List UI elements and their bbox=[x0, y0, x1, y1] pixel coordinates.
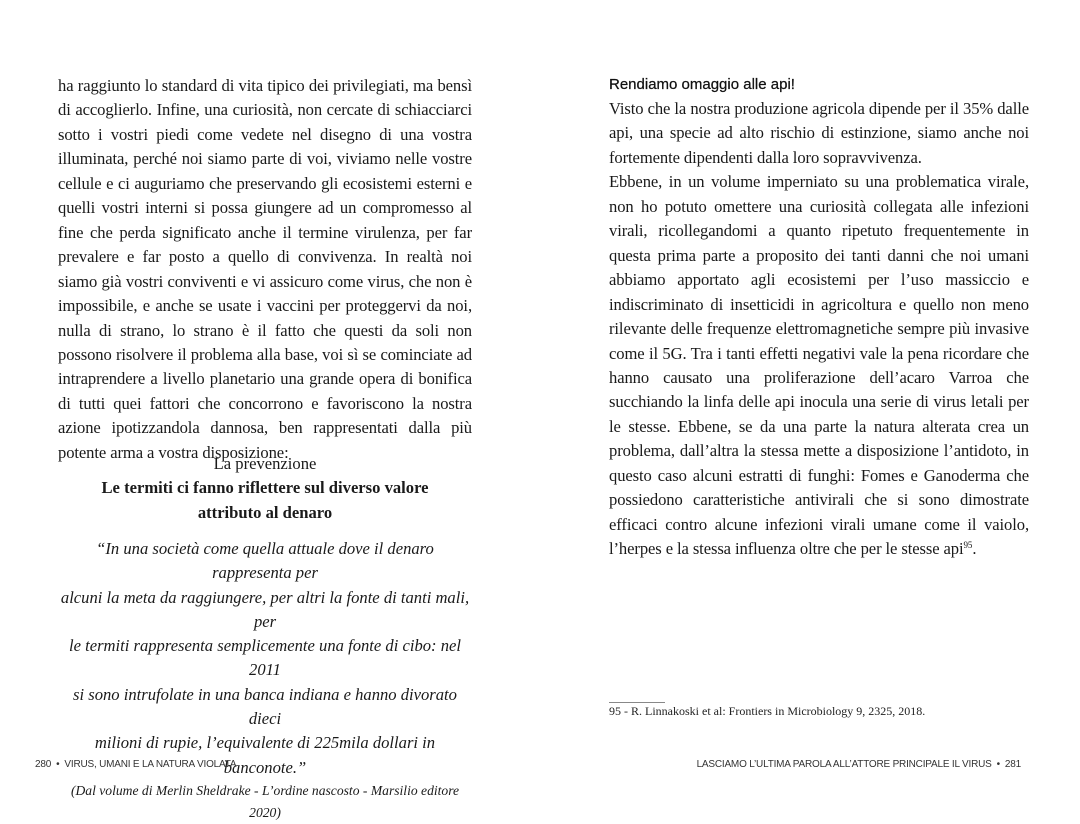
left-page bbox=[0, 0, 540, 820]
page-footer-right bbox=[697, 759, 1021, 770]
subheading-kicker: La prevenzione bbox=[213, 454, 317, 473]
quote-line: “In una società come quella attuale dove il denaro rappresenta per bbox=[96, 539, 434, 583]
running-title: LASCIAMO L’ULTIMA PAROLA ALL’ATTORE PRINCIPALE IL VIRUS bbox=[696, 759, 992, 770]
subheading-title-line-2: attributo al denaro bbox=[197, 502, 333, 522]
footnote-reference[interactable]: 95 bbox=[963, 540, 973, 551]
body-paragraph: ha raggiunto lo standard di vita tipico dei privilegiati, ma bensì di accoglierlo. Infine, una curiosità, non cercate di schiacciarci sotto i vostri piedi come vedete nel disegno di una vostra illuminata, perché noi siamo parte di voi, viviamo nelle vostre cellule e ci auguriamo che preservando gli ecosistemi esterni e quelli vostri interni si possa giungere ad un compromesso al fine che perda significato anche il termine virulenza, per far prevalere e far posto a quello di convivenza. In realtà noi siamo già vostri conviventi e vi assicuro come virus, che non è impossibile, e anche se usate i vaccini per proteggervi da noi, nulla di strano, lo strano è il fatto che questi da soli non possono risolvere il problema alla base, voi sì se cominciate ad intraprendere a livello planetario una grande opera di bonifica di tutti quei fattori che concorrono e favoriscono la nostra azione ipotizzandola dannosa, ben rappresentati dalla più potente arma a vostra disposizione: bbox=[58, 76, 472, 462]
running-title: VIRUS, UMANI E LA NATURA VIOLATA bbox=[64, 759, 237, 770]
section-subheading bbox=[58, 452, 472, 525]
subheading-title-line-1: Le termiti ci fanno riflettere sul diverso valore bbox=[101, 478, 429, 498]
block-quote bbox=[58, 537, 472, 824]
bullet-separator: • bbox=[56, 759, 60, 770]
section-title: Rendiamo omaggio alle api! bbox=[609, 76, 795, 93]
page-number: 280 bbox=[35, 759, 52, 770]
quote-citation: (Dal volume di Merlin Sheldrake - L’ordine nascosto - Marsilio editore 2020) bbox=[70, 782, 460, 820]
footnote: 95 - R. Linnakoski et al: Frontiers in Microbiology 9, 2325, 2018. bbox=[609, 704, 926, 718]
page-number: 281 bbox=[1004, 759, 1021, 770]
quote-line: alcuni la meta da raggiungere, per altri la fonte di tanti mali, per bbox=[60, 587, 470, 631]
right-page bbox=[540, 0, 1080, 810]
bullet-separator: • bbox=[996, 759, 1000, 770]
right-column bbox=[609, 73, 1029, 562]
quote-line: si sono intrufolate in una banca indiana e hanno divorato dieci bbox=[73, 684, 457, 729]
paragraph-2 bbox=[609, 170, 1029, 561]
paragraph-2-text: Ebbene, in un volume imperniato su una problematica virale, non ho potuto omettere una curiosità collegata alle infezioni virali, ricollegandomi a quanto ripetuto frequentemente in questa prima parte a proposito dei tanti danni che noi umani abbiamo apportato agli ecosistemi per l’uso massiccio e indiscriminato di insetticidi in agricoltura e quello non meno rilevante delle frequenze elettromagnetiche sempre più invasive come il 5G. Tra i tanti effetti negativi vale la pena ricordare che hanno causato una proliferazione dell’acaro Varroa che succhiando la linfa delle api inocula una serie di virus letali per le stesse. Ebbene, se da una parte la natura alterata crea un problema, dall’altra la stessa mette a disposizione l’antidoto, in questo caso alcuni estratti di funghi: Fomes e Ganoderma che possiedono caratteristiche antivirali che si sono dimostrate efficaci contro alcune infezioni virali umane come il vaiolo, l’herpes e la stessa influenza oltre che per le stesse api bbox=[609, 172, 1029, 559]
quote-line: milioni di rupie, l’equivalente di 225mila dollari in banconote.” bbox=[94, 733, 436, 777]
paragraph-1: Visto che la nostra produzione agricola dipende per il 35% dalle api, una specie ad alto rischio di estinzione, siamo anche noi fortemente dipendenti dalla loro sopravvivenza. bbox=[609, 99, 1029, 167]
paragraph-2-end: . bbox=[972, 539, 977, 559]
page-footer-left bbox=[35, 759, 236, 770]
quote-line: le termiti rappresenta semplicemente una fonte di cibo: nel 2011 bbox=[68, 636, 461, 680]
